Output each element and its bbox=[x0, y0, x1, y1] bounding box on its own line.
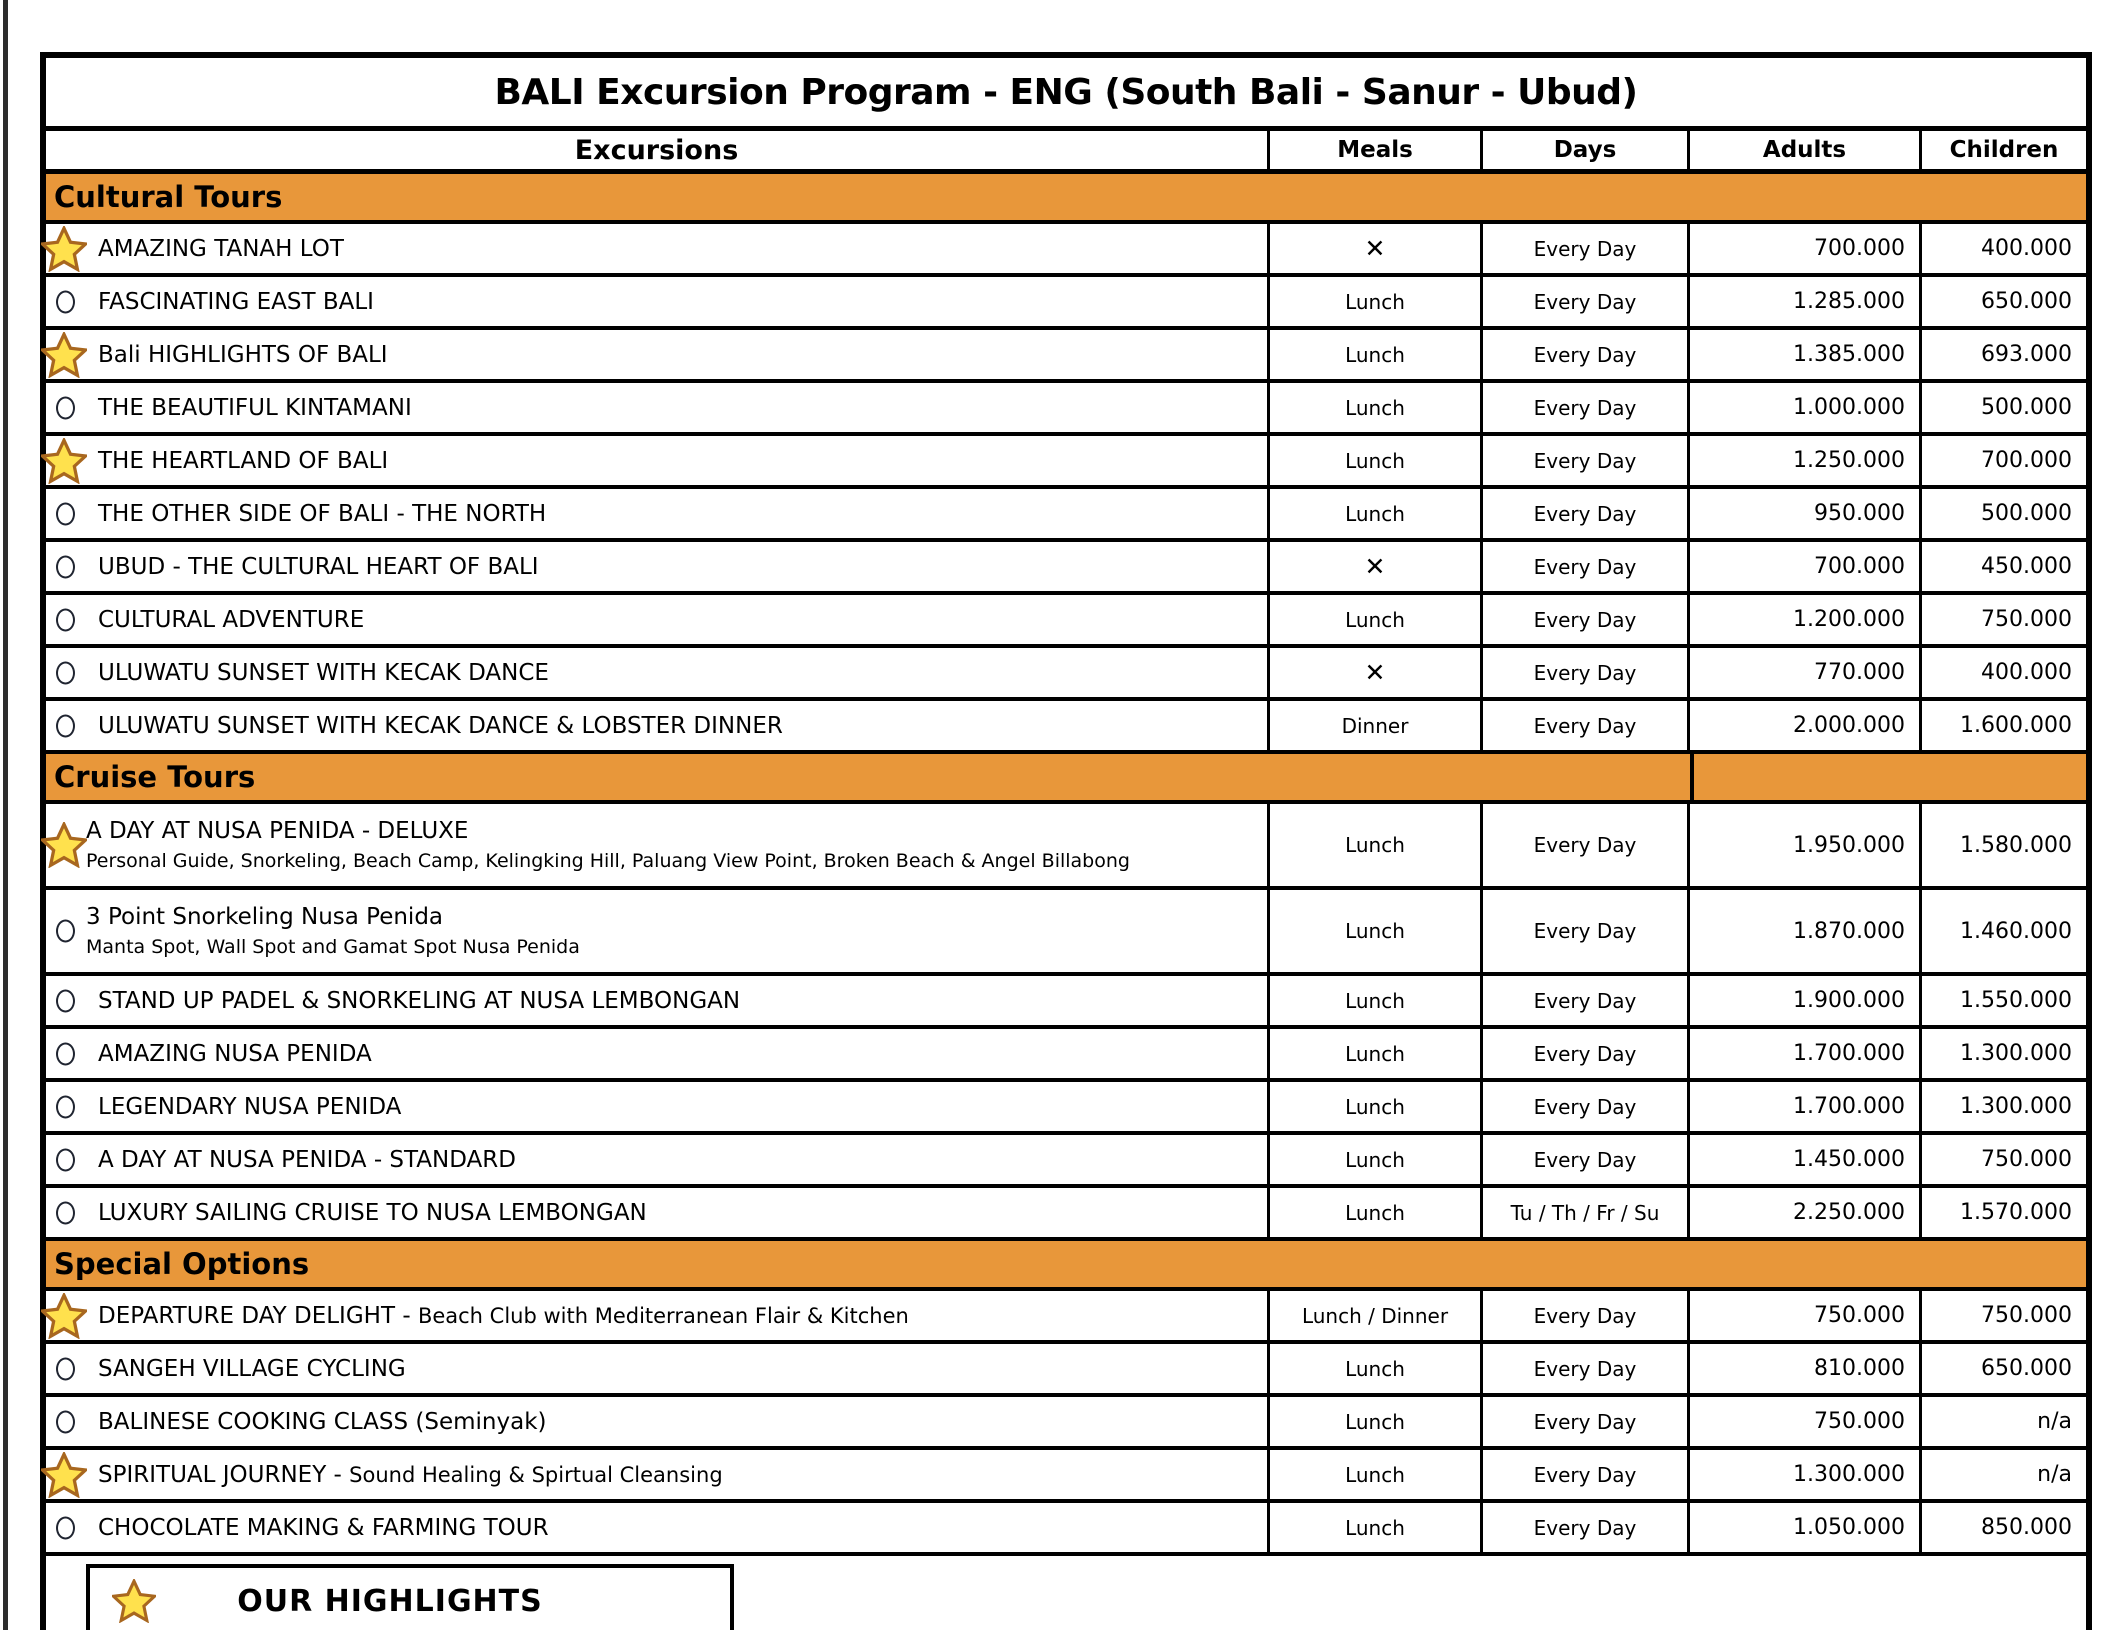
children-price: 1.580.000 bbox=[1960, 832, 2072, 858]
excursion-cell bbox=[46, 277, 1270, 326]
meals-value: Lunch bbox=[1270, 1188, 1483, 1237]
children-price: 400.000 bbox=[1981, 236, 2072, 261]
column-header-meals: Meals bbox=[1270, 131, 1483, 169]
children-price: 850.000 bbox=[1981, 1515, 2072, 1540]
meals-value: Lunch bbox=[1270, 1503, 1483, 1552]
excursion-row bbox=[46, 648, 2086, 701]
excursion-title: UBUD - THE CULTURAL HEART OF BALI bbox=[98, 553, 539, 580]
excursion-title: SPIRITUAL JOURNEY - bbox=[98, 1461, 342, 1488]
excursion-cell bbox=[46, 383, 1270, 432]
excursion-title: DEPARTURE DAY DELIGHT - bbox=[98, 1302, 411, 1329]
adults-price: 1.000.000 bbox=[1690, 383, 1922, 432]
section-label: Cruise Tours bbox=[54, 760, 256, 794]
column-header-excursions: Excursions bbox=[46, 131, 1270, 169]
excursion-suffix: Beach Club with Mediterranean Flair & Kitchen bbox=[417, 1303, 909, 1328]
adults-price: 810.000 bbox=[1690, 1344, 1922, 1393]
excursion-row bbox=[46, 890, 2086, 976]
meals-value: Lunch bbox=[1270, 1344, 1483, 1393]
meals-value: ✕ bbox=[1270, 648, 1483, 697]
highlights-legend bbox=[86, 1564, 734, 1630]
days-value: Every Day bbox=[1483, 804, 1690, 886]
excursion-cell bbox=[46, 1188, 1270, 1237]
excursion-row bbox=[46, 804, 2086, 890]
excursion-row bbox=[46, 277, 2086, 330]
excursion-title: A DAY AT NUSA PENIDA - STANDARD bbox=[98, 1146, 516, 1173]
excursion-row bbox=[46, 383, 2086, 436]
excursion-subtitle: Personal Guide, Snorkeling, Beach Camp, Kelingking Hill, Paluang View Point, Broken Beach & Angel Billabong bbox=[86, 850, 1130, 872]
days-value: Every Day bbox=[1483, 489, 1690, 538]
excursion-subtitle: Manta Spot, Wall Spot and Gamat Spot Nusa Penida bbox=[86, 936, 580, 958]
radio-circle-icon bbox=[56, 1357, 75, 1380]
adults-price: 770.000 bbox=[1690, 648, 1922, 697]
adults-price: 1.300.000 bbox=[1690, 1450, 1922, 1499]
days-value: Every Day bbox=[1483, 224, 1690, 273]
radio-circle-icon bbox=[56, 1042, 75, 1065]
excursion-row bbox=[46, 1135, 2086, 1188]
meals-value: Lunch bbox=[1270, 1450, 1483, 1499]
adults-price: 1.700.000 bbox=[1690, 1082, 1922, 1131]
excursion-cell bbox=[46, 489, 1270, 538]
excursion-cell bbox=[46, 804, 1270, 886]
radio-circle-icon bbox=[56, 1201, 75, 1224]
excursion-cell bbox=[46, 330, 1270, 379]
star-icon bbox=[112, 1579, 156, 1623]
radio-circle-icon bbox=[56, 608, 75, 631]
excursion-price-table bbox=[40, 52, 2092, 1630]
excursion-cell bbox=[46, 224, 1270, 273]
column-header-children: Children bbox=[1949, 137, 2059, 163]
excursion-row bbox=[46, 1450, 2086, 1503]
radio-circle-icon bbox=[56, 1516, 75, 1539]
page-title: BALI Excursion Program - ENG (South Bali - Sanur - Ubud) bbox=[494, 71, 1638, 113]
section-label: Cultural Tours bbox=[54, 180, 283, 214]
excursion-row bbox=[46, 1029, 2086, 1082]
excursion-cell bbox=[46, 1397, 1270, 1446]
children-price: 750.000 bbox=[1981, 607, 2072, 632]
meals-value: Lunch bbox=[1270, 436, 1483, 485]
excursion-title: STAND UP PADEL & SNORKELING AT NUSA LEMBONGAN bbox=[98, 987, 741, 1014]
children-price: 1.460.000 bbox=[1960, 918, 2072, 944]
excursion-cell bbox=[46, 701, 1270, 750]
excursion-title: LEGENDARY NUSA PENIDA bbox=[98, 1093, 402, 1120]
days-value: Every Day bbox=[1483, 701, 1690, 750]
adults-price: 1.450.000 bbox=[1690, 1135, 1922, 1184]
adults-price: 2.000.000 bbox=[1690, 701, 1922, 750]
meals-value: Lunch / Dinner bbox=[1270, 1291, 1483, 1340]
days-value: Tu / Th / Fr / Su bbox=[1483, 1188, 1690, 1237]
excursion-cell bbox=[46, 1082, 1270, 1131]
excursion-cell bbox=[46, 1135, 1270, 1184]
days-value: Every Day bbox=[1483, 383, 1690, 432]
adults-price: 1.050.000 bbox=[1690, 1503, 1922, 1552]
radio-circle-icon bbox=[56, 920, 75, 943]
days-value: Every Day bbox=[1483, 595, 1690, 644]
excursion-title: ULUWATU SUNSET WITH KECAK DANCE & LOBSTER DINNER bbox=[98, 712, 783, 739]
excursion-title: LUXURY SAILING CRUISE TO NUSA LEMBONGAN bbox=[98, 1199, 647, 1226]
excursion-title: CHOCOLATE MAKING & FARMING TOUR bbox=[98, 1514, 549, 1541]
radio-circle-icon bbox=[56, 1095, 75, 1118]
days-value: Every Day bbox=[1483, 1503, 1690, 1552]
radio-circle-icon bbox=[56, 290, 75, 313]
children-price: 450.000 bbox=[1981, 554, 2072, 579]
radio-circle-icon bbox=[56, 555, 75, 578]
excursion-row bbox=[46, 436, 2086, 489]
excursion-row bbox=[46, 1397, 2086, 1450]
excursion-row bbox=[46, 595, 2086, 648]
adults-price: 700.000 bbox=[1690, 224, 1922, 273]
days-value: Every Day bbox=[1483, 542, 1690, 591]
meals-value: Lunch bbox=[1270, 330, 1483, 379]
children-price: 650.000 bbox=[1981, 1356, 2072, 1381]
excursion-cell bbox=[46, 595, 1270, 644]
excursion-title: A DAY AT NUSA PENIDA - DELUXE bbox=[86, 818, 469, 844]
excursion-cell bbox=[46, 1029, 1270, 1078]
star-icon bbox=[41, 332, 87, 378]
children-price: 1.570.000 bbox=[1960, 1200, 2072, 1225]
meals-value: Lunch bbox=[1270, 976, 1483, 1025]
meals-value: Lunch bbox=[1270, 1029, 1483, 1078]
section-header bbox=[46, 754, 2086, 804]
radio-circle-icon bbox=[56, 1410, 75, 1433]
children-price: 750.000 bbox=[1981, 1303, 2072, 1328]
excursion-row bbox=[46, 1291, 2086, 1344]
star-icon bbox=[41, 1452, 87, 1498]
days-value: Every Day bbox=[1483, 1029, 1690, 1078]
children-price: 1.600.000 bbox=[1960, 713, 2072, 738]
column-header-adults: Adults bbox=[1690, 131, 1922, 169]
meals-value: Lunch bbox=[1270, 1082, 1483, 1131]
excursion-title: FASCINATING EAST BALI bbox=[98, 288, 374, 315]
excursion-cell bbox=[46, 1450, 1270, 1499]
excursion-title: SANGEH VILLAGE CYCLING bbox=[98, 1355, 406, 1382]
excursion-row bbox=[46, 489, 2086, 542]
radio-circle-icon bbox=[56, 989, 75, 1012]
children-price: n/a bbox=[2037, 1462, 2072, 1487]
children-price: 1.300.000 bbox=[1960, 1094, 2072, 1119]
excursion-row bbox=[46, 1344, 2086, 1397]
title-row bbox=[46, 58, 2086, 131]
page-border-line bbox=[3, 0, 8, 1630]
radio-circle-icon bbox=[56, 661, 75, 684]
children-price: 1.300.000 bbox=[1960, 1041, 2072, 1066]
radio-circle-icon bbox=[56, 502, 75, 525]
excursion-title: THE OTHER SIDE OF BALI - THE NORTH bbox=[98, 500, 547, 527]
meals-value: Dinner bbox=[1270, 701, 1483, 750]
days-value: Every Day bbox=[1483, 1082, 1690, 1131]
adults-price: 1.285.000 bbox=[1690, 277, 1922, 326]
excursion-title: THE BEAUTIFUL KINTAMANI bbox=[98, 394, 412, 421]
days-value: Every Day bbox=[1483, 330, 1690, 379]
excursion-cell bbox=[46, 976, 1270, 1025]
days-value: Every Day bbox=[1483, 1344, 1690, 1393]
days-value: Every Day bbox=[1483, 890, 1690, 972]
children-price: 400.000 bbox=[1981, 660, 2072, 685]
days-value: Every Day bbox=[1483, 1450, 1690, 1499]
children-price: 500.000 bbox=[1981, 395, 2072, 420]
children-price: 693.000 bbox=[1981, 342, 2072, 367]
days-value: Every Day bbox=[1483, 648, 1690, 697]
section-header bbox=[46, 1241, 2086, 1291]
excursion-row bbox=[46, 1503, 2086, 1556]
star-icon bbox=[41, 1293, 87, 1339]
adults-price: 2.250.000 bbox=[1690, 1188, 1922, 1237]
days-value: Every Day bbox=[1483, 277, 1690, 326]
star-icon bbox=[41, 822, 87, 868]
excursion-row bbox=[46, 1188, 2086, 1241]
meals-value: Lunch bbox=[1270, 383, 1483, 432]
adults-price: 1.700.000 bbox=[1690, 1029, 1922, 1078]
excursion-title: AMAZING TANAH LOT bbox=[98, 235, 344, 262]
days-value: Every Day bbox=[1483, 1291, 1690, 1340]
adults-price: 750.000 bbox=[1690, 1291, 1922, 1340]
excursion-row bbox=[46, 976, 2086, 1029]
children-price: 500.000 bbox=[1981, 501, 2072, 526]
radio-circle-icon bbox=[56, 714, 75, 737]
excursion-row bbox=[46, 1082, 2086, 1135]
children-price: 650.000 bbox=[1981, 289, 2072, 314]
star-icon bbox=[41, 438, 87, 484]
excursion-title: CULTURAL ADVENTURE bbox=[98, 606, 365, 633]
meals-value: Lunch bbox=[1270, 890, 1483, 972]
excursion-cell bbox=[46, 542, 1270, 591]
section-header bbox=[46, 174, 2086, 224]
adults-price: 1.950.000 bbox=[1690, 804, 1922, 886]
excursion-cell bbox=[46, 1344, 1270, 1393]
adults-price: 1.900.000 bbox=[1690, 976, 1922, 1025]
excursion-row bbox=[46, 542, 2086, 595]
adults-price: 950.000 bbox=[1690, 489, 1922, 538]
radio-circle-icon bbox=[56, 396, 75, 419]
adults-price: 1.870.000 bbox=[1690, 890, 1922, 972]
children-price: n/a bbox=[2037, 1409, 2072, 1434]
excursion-cell bbox=[46, 1503, 1270, 1552]
column-header-row bbox=[46, 131, 2086, 174]
legend-label: OUR HIGHLIGHTS bbox=[237, 1583, 543, 1619]
meals-value: Lunch bbox=[1270, 277, 1483, 326]
adults-price: 700.000 bbox=[1690, 542, 1922, 591]
excursion-title: 3 Point Snorkeling Nusa Penida bbox=[86, 904, 444, 930]
days-value: Every Day bbox=[1483, 1135, 1690, 1184]
adults-price: 1.200.000 bbox=[1690, 595, 1922, 644]
table-body bbox=[46, 174, 2086, 1556]
excursion-row bbox=[46, 224, 2086, 277]
footer-area bbox=[46, 1556, 2086, 1630]
excursion-title: AMAZING NUSA PENIDA bbox=[98, 1040, 372, 1067]
excursion-row bbox=[46, 701, 2086, 754]
meals-value: Lunch bbox=[1270, 595, 1483, 644]
meals-value: Lunch bbox=[1270, 1135, 1483, 1184]
children-price: 1.550.000 bbox=[1960, 988, 2072, 1013]
radio-circle-icon bbox=[56, 1148, 75, 1171]
days-value: Every Day bbox=[1483, 436, 1690, 485]
star-icon bbox=[41, 226, 87, 272]
excursion-title: THE HEARTLAND OF BALI bbox=[98, 447, 389, 474]
excursion-title: Bali HIGHLIGHTS OF BALI bbox=[98, 341, 388, 368]
meals-value: Lunch bbox=[1270, 804, 1483, 886]
meals-value: ✕ bbox=[1270, 542, 1483, 591]
adults-price: 750.000 bbox=[1690, 1397, 1922, 1446]
days-value: Every Day bbox=[1483, 1397, 1690, 1446]
adults-price: 1.385.000 bbox=[1690, 330, 1922, 379]
children-price: 750.000 bbox=[1981, 1147, 2072, 1172]
column-header-days: Days bbox=[1483, 131, 1690, 169]
section-label: Special Options bbox=[54, 1247, 310, 1281]
excursion-row bbox=[46, 330, 2086, 383]
meals-value: Lunch bbox=[1270, 1397, 1483, 1446]
adults-price: 1.250.000 bbox=[1690, 436, 1922, 485]
excursion-cell bbox=[46, 436, 1270, 485]
excursion-cell bbox=[46, 890, 1270, 972]
excursion-cell bbox=[46, 1291, 1270, 1340]
excursion-title: ULUWATU SUNSET WITH KECAK DANCE bbox=[98, 659, 549, 686]
excursion-title: BALINESE COOKING CLASS (Seminyak) bbox=[98, 1408, 547, 1435]
excursion-cell bbox=[46, 648, 1270, 697]
excursion-suffix: Sound Healing & Spirtual Cleansing bbox=[349, 1462, 723, 1487]
meals-value: Lunch bbox=[1270, 489, 1483, 538]
children-price: 700.000 bbox=[1981, 448, 2072, 473]
meals-value: ✕ bbox=[1270, 224, 1483, 273]
days-value: Every Day bbox=[1483, 976, 1690, 1025]
